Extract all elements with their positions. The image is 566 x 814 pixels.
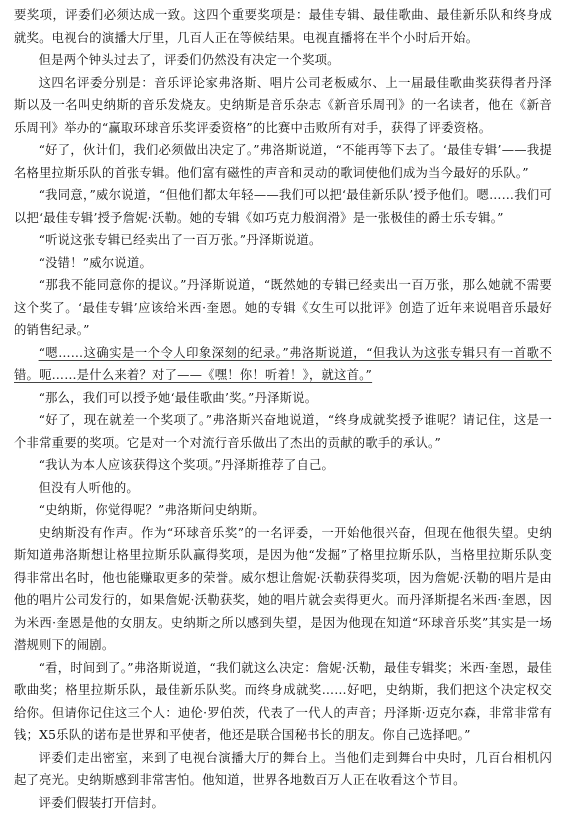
- paragraph-16: “看，时间到了。”弗洛斯说道，“我们就这么决定：詹妮·沃勒，最佳专辑奖；米西·奎恩，最佳歌曲奖；格里拉斯乐队，最佳新乐队奖。而终身成就奖……好吧，史纳斯，我们把这个决定权交给你。但请你记住这三个人：迪伦·罗伯茨，代表了一代人的声音；丹泽斯·迈克尔森，非常非常有钱；X5乐队的诺布是世界和平使者，他还是联合国秘书长的朋友。你自己选择吧。”: [14, 657, 552, 747]
- paragraph-10: “那么，我们可以授予她‘最佳歌曲’奖。”丹泽斯说。: [14, 387, 552, 410]
- paragraph-9: “嗯……这确实是一个令人印象深刻的纪录。”弗洛斯说道，“但我认为这张专辑只有一首歌不错。呃……是什么来着？对了——《嘿！你！听着！》，就这首。”: [14, 342, 552, 387]
- paragraph-1: 要奖项，评委们必须达成一致。这四个重要奖项是：最佳专辑、最佳歌曲、最佳新乐队和终身成就奖。电视台的演播大厅里，几百人正在等候结果。电视直播将在半个小时后开始。: [14, 4, 552, 49]
- paragraph-11: “好了，现在就差一个奖项了。”弗洛斯兴奋地说道，“终身成就奖授予谁呢？请记住，这是一个非常重要的奖项。它是对一个对流行音乐做出了杰出的贡献的歌手的承认。”: [14, 409, 552, 454]
- paragraph-13: 但没有人听他的。: [14, 477, 552, 500]
- paragraph-5: “我同意，”威尔说道，“但他们都太年轻——我们可以把‘最佳新乐队’授予他们。嗯……我们可以把‘最佳专辑’授予詹妮·沃勒。她的专辑《如巧克力般润滑》是一张极佳的爵士乐专辑。”: [14, 184, 552, 229]
- paragraph-18: 评委们假装打开信封。: [14, 792, 552, 814]
- paragraph-8: “那我不能同意你的提议。”丹泽斯说道，“既然她的专辑已经卖出一百万张，那么她就不需要这个奖了。‘最佳专辑’应该给米西·奎恩。她的专辑《女生可以批评》创造了近年来说唱音乐最好的销售纪录。”: [14, 274, 552, 342]
- paragraph-15: 史纳斯没有作声。作为“环球音乐奖”的一名评委，一开始他很兴奋，但现在他很失望。史纳斯知道弗洛斯想让格里拉斯乐队赢得奖项，是因为他“发掘”了格里拉斯乐队，当格里拉斯乐队变得非常出名时，他也能赚取更多的荣誉。威尔想让詹妮·沃勒获得奖项，因为詹妮·沃勒的唱片是由他的唱片公司发行的，如果詹妮·沃勒获奖，她的唱片就会卖得更火。而丹泽斯提名米西·奎恩，因为米西·奎恩是他的女朋友。史纳斯之所以感到失望，是因为他现在知道“环球音乐奖”其实是一场潜规则下的闹剧。: [14, 522, 552, 657]
- paragraph-12: “我认为本人应该获得这个奖项。”丹泽斯推荐了自己。: [14, 454, 552, 477]
- paragraph-4: “好了，伙计们，我们必须做出决定了。”弗洛斯说道，“不能再等下去了。‘最佳专辑’——我提名格里拉斯乐队的首张专辑。他们富有磁性的声音和灵动的歌词使他们成为当今最好的乐队。”: [14, 139, 552, 184]
- paragraph-2: 但是两个钟头过去了，评委们仍然没有决定一个奖项。: [14, 49, 552, 72]
- paragraph-7: “没错！”威尔说道。: [14, 252, 552, 275]
- paragraph-6: “听说这张专辑已经卖出了一百万张。”丹泽斯说道。: [14, 229, 552, 252]
- paragraph-17: 评委们走出密室，来到了电视台演播大厅的舞台上。当他们走到舞台中央时，几百台相机闪起了亮光。史纳斯感到非常害怕。他知道，世界各地数百万人正在收看这个节目。: [14, 747, 552, 792]
- paragraph-3: 这四名评委分别是：音乐评论家弗洛斯、唱片公司老板威尔、上一届最佳歌曲奖获得者丹泽斯以及一名叫史纳斯的音乐发烧友。史纳斯是音乐杂志《新音乐周刊》的一名读者，他在《新音乐周刊》举办的“赢取环球音乐奖评委资格”的比赛中击败所有对手，获得了评委资格。: [14, 72, 552, 140]
- paragraph-14: “史纳斯，你觉得呢？”弗洛斯问史纳斯。: [14, 499, 552, 522]
